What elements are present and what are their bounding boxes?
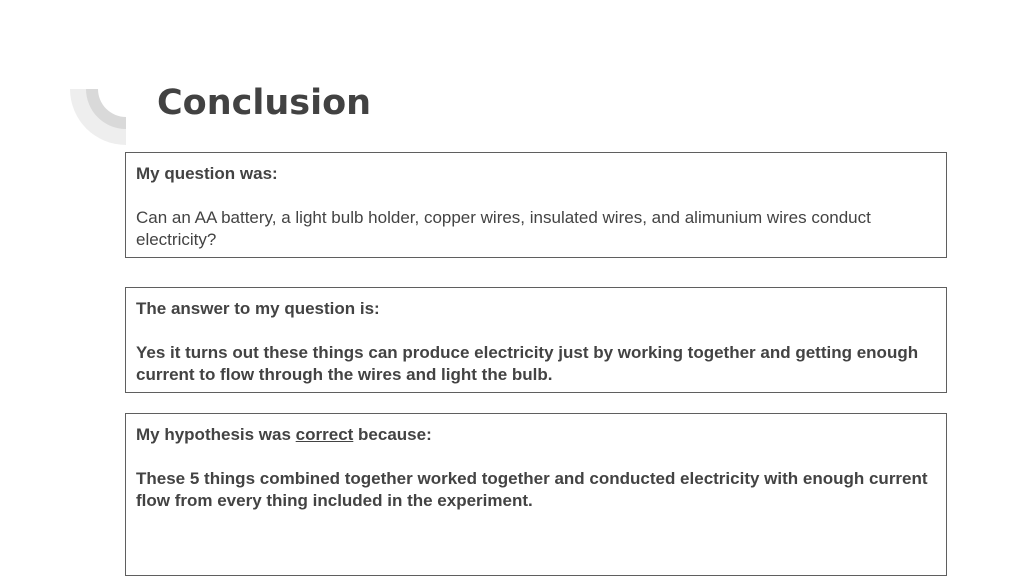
answer-box	[125, 287, 947, 393]
answer-body: Yes it turns out these things can produce electricity just by working together and getting enough current to flow through the wires and light the bulb.	[136, 343, 919, 384]
quarter-circle-decoration-icon	[0, 0, 140, 160]
hypothesis-box	[125, 413, 947, 576]
hypothesis-body: These 5 things combined together worked together and conducted electricity with enough current flow from every thing included in the experiment.	[136, 469, 928, 510]
question-box	[125, 152, 947, 258]
hypothesis-result-word: correct	[295, 425, 354, 444]
question-body: Can an AA battery, a light bulb holder, copper wires, insulated wires, and alimunium wires conduct electricity?	[136, 208, 871, 249]
hypothesis-heading-suffix: because:	[353, 425, 432, 444]
page-title: Conclusion	[157, 83, 372, 123]
answer-heading: The answer to my question is:	[136, 299, 380, 318]
hypothesis-heading-prefix: My hypothesis was	[136, 425, 296, 444]
question-heading: My question was:	[136, 164, 278, 183]
hypothesis-heading	[136, 424, 936, 446]
